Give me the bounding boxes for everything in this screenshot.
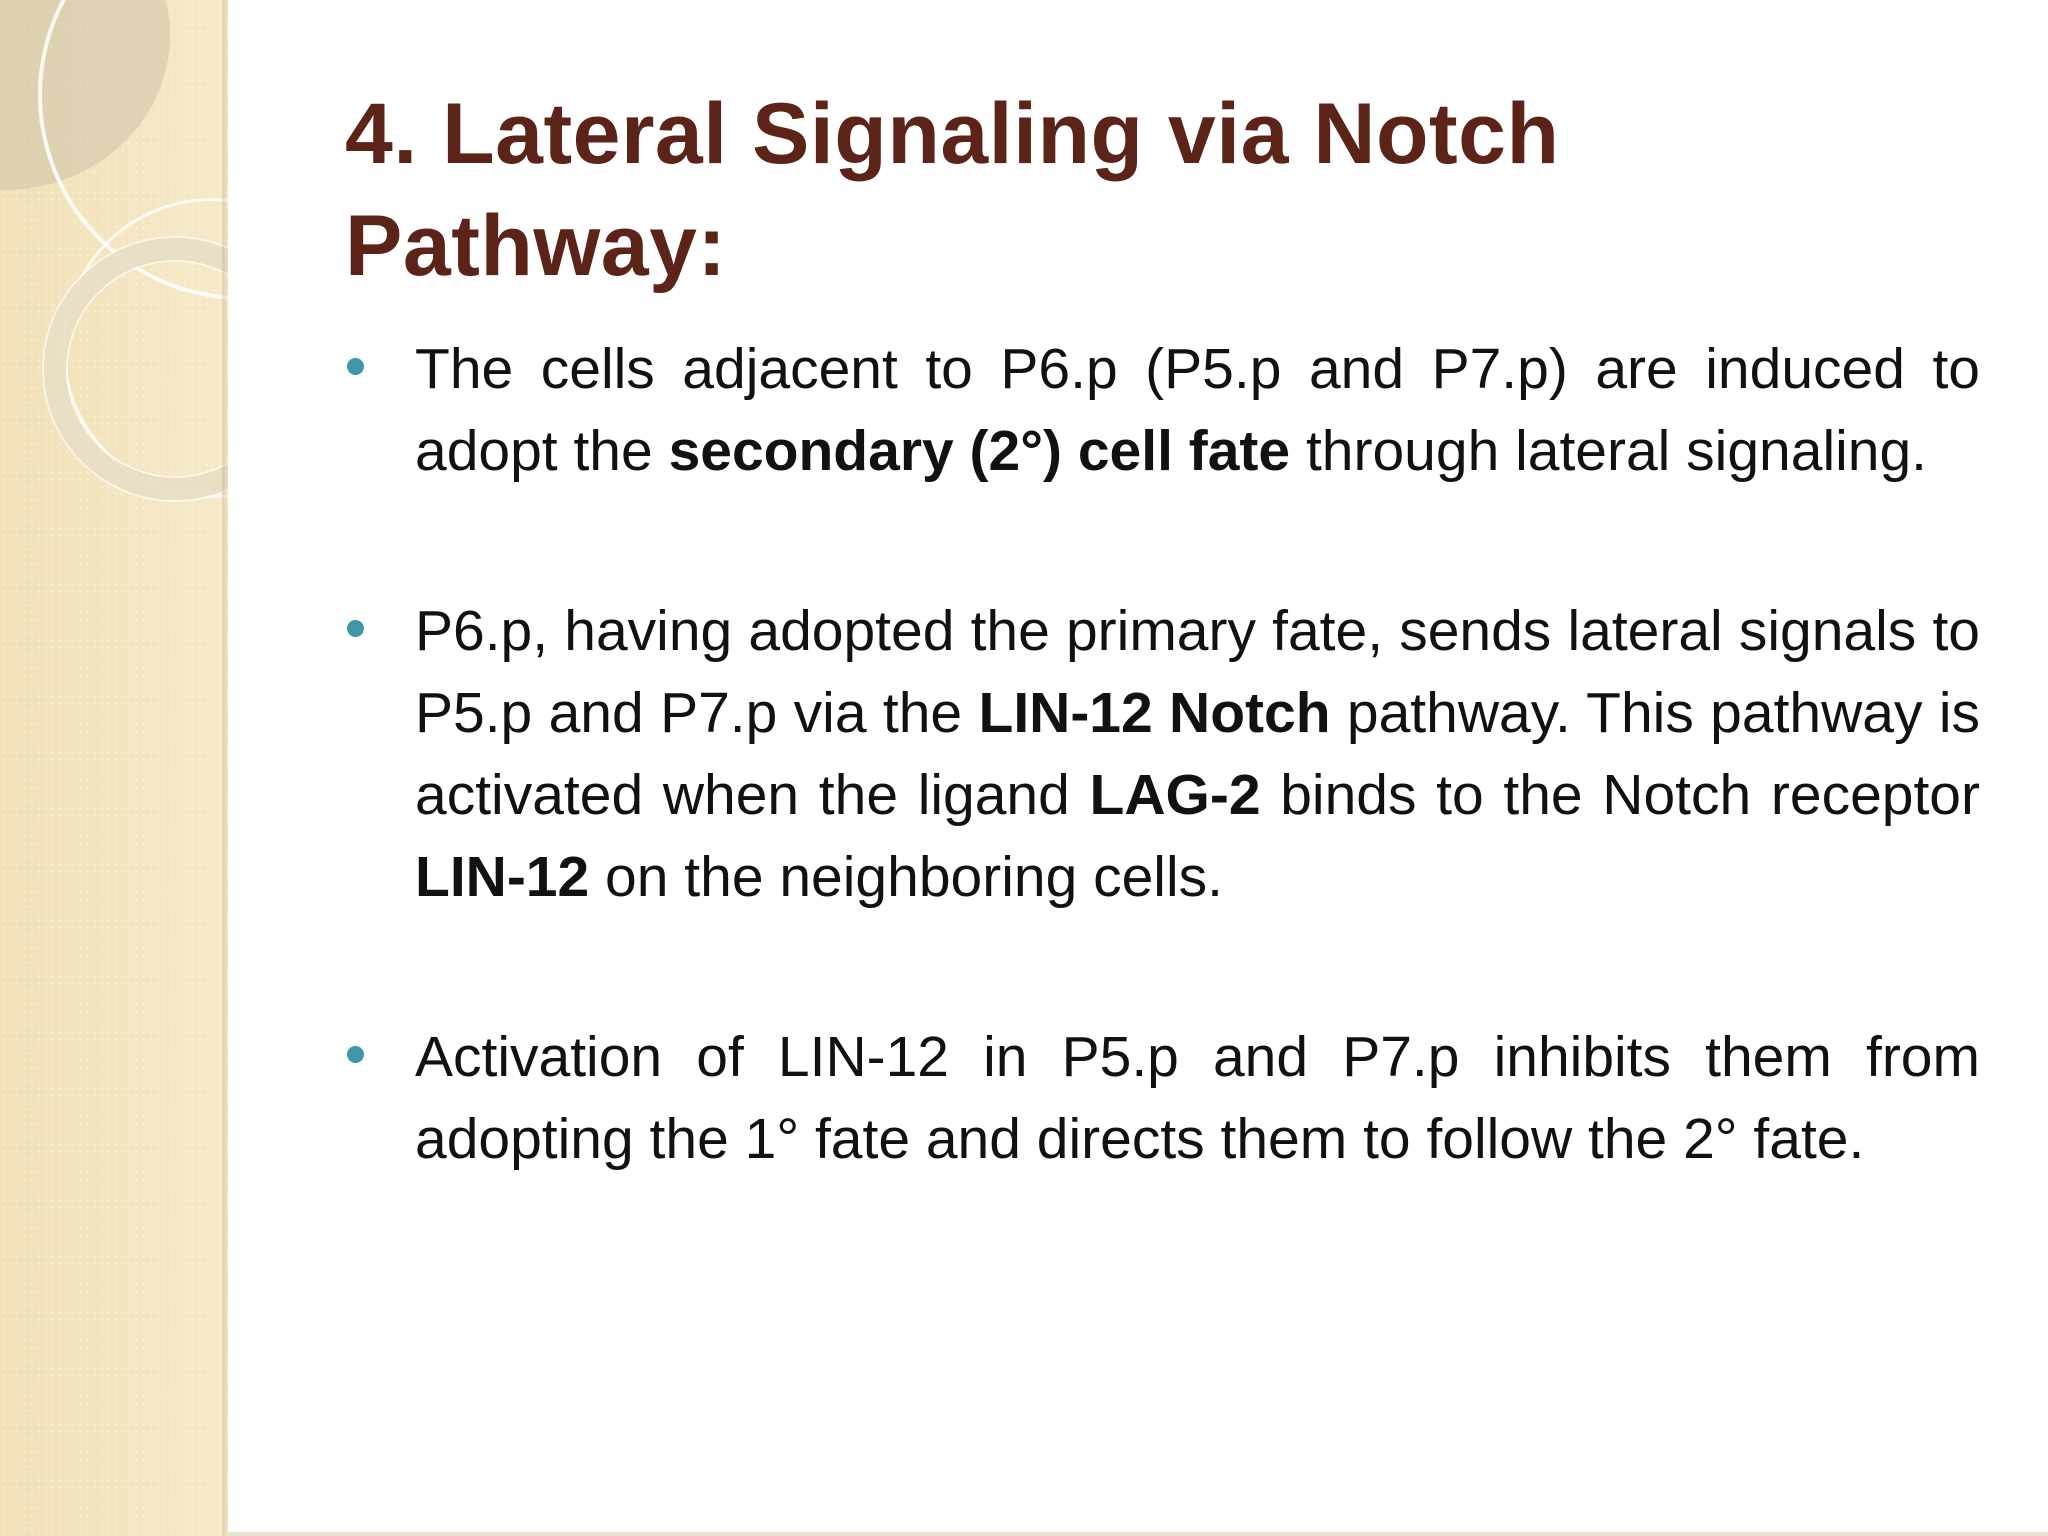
bullet-item-2 xyxy=(345,590,1980,918)
slide-title xyxy=(345,78,1980,302)
bullet-dot-icon xyxy=(347,1046,364,1063)
bullet-item-1 xyxy=(345,328,1980,492)
decorative-ring-small xyxy=(44,238,228,500)
bullet-dot-icon xyxy=(347,620,364,637)
bullet-text: binds to the Notch receptor xyxy=(1260,763,1980,827)
bullet-text: pathway. This pathway is activated when the ligand xyxy=(415,681,1980,827)
bullet-item-3 xyxy=(345,1016,1980,1180)
slide-content xyxy=(345,78,1980,1180)
bullet-text: through lateral signaling. xyxy=(1290,419,1928,483)
bullet-list xyxy=(345,328,1980,1180)
bullet-bold-text: LIN-12 xyxy=(415,845,590,909)
sidebar-edge-shadow xyxy=(222,0,228,1536)
bullet-bold-text: LIN-12 Notch xyxy=(978,681,1331,745)
bullet-text: The cells adjacent to P6.p (P5.p and P7.p) are induced to adopt the xyxy=(415,337,1980,483)
bullet-dot-icon xyxy=(347,358,364,375)
decorative-sidebar xyxy=(0,0,228,1536)
bottom-divider xyxy=(228,1532,2048,1536)
bullet-text: P6.p, having adopted the primary fate, sends lateral signals to P5.p and P7.p via the xyxy=(415,599,1980,745)
bullet-text: on the neighboring cells. xyxy=(589,845,1223,909)
bullet-text: Activation of LIN-12 in P5.p and P7.p inhibits them from adopting the 1° fate and directs them to follow the 2° fate. xyxy=(415,1025,1980,1171)
bullet-bold-text: secondary (2°) cell fate xyxy=(668,419,1291,483)
bullet-bold-text: LAG-2 xyxy=(1089,763,1261,827)
title-line-1: 4. Lateral Signaling via Notch xyxy=(345,86,1560,182)
title-line-2: Pathway: xyxy=(345,198,727,294)
